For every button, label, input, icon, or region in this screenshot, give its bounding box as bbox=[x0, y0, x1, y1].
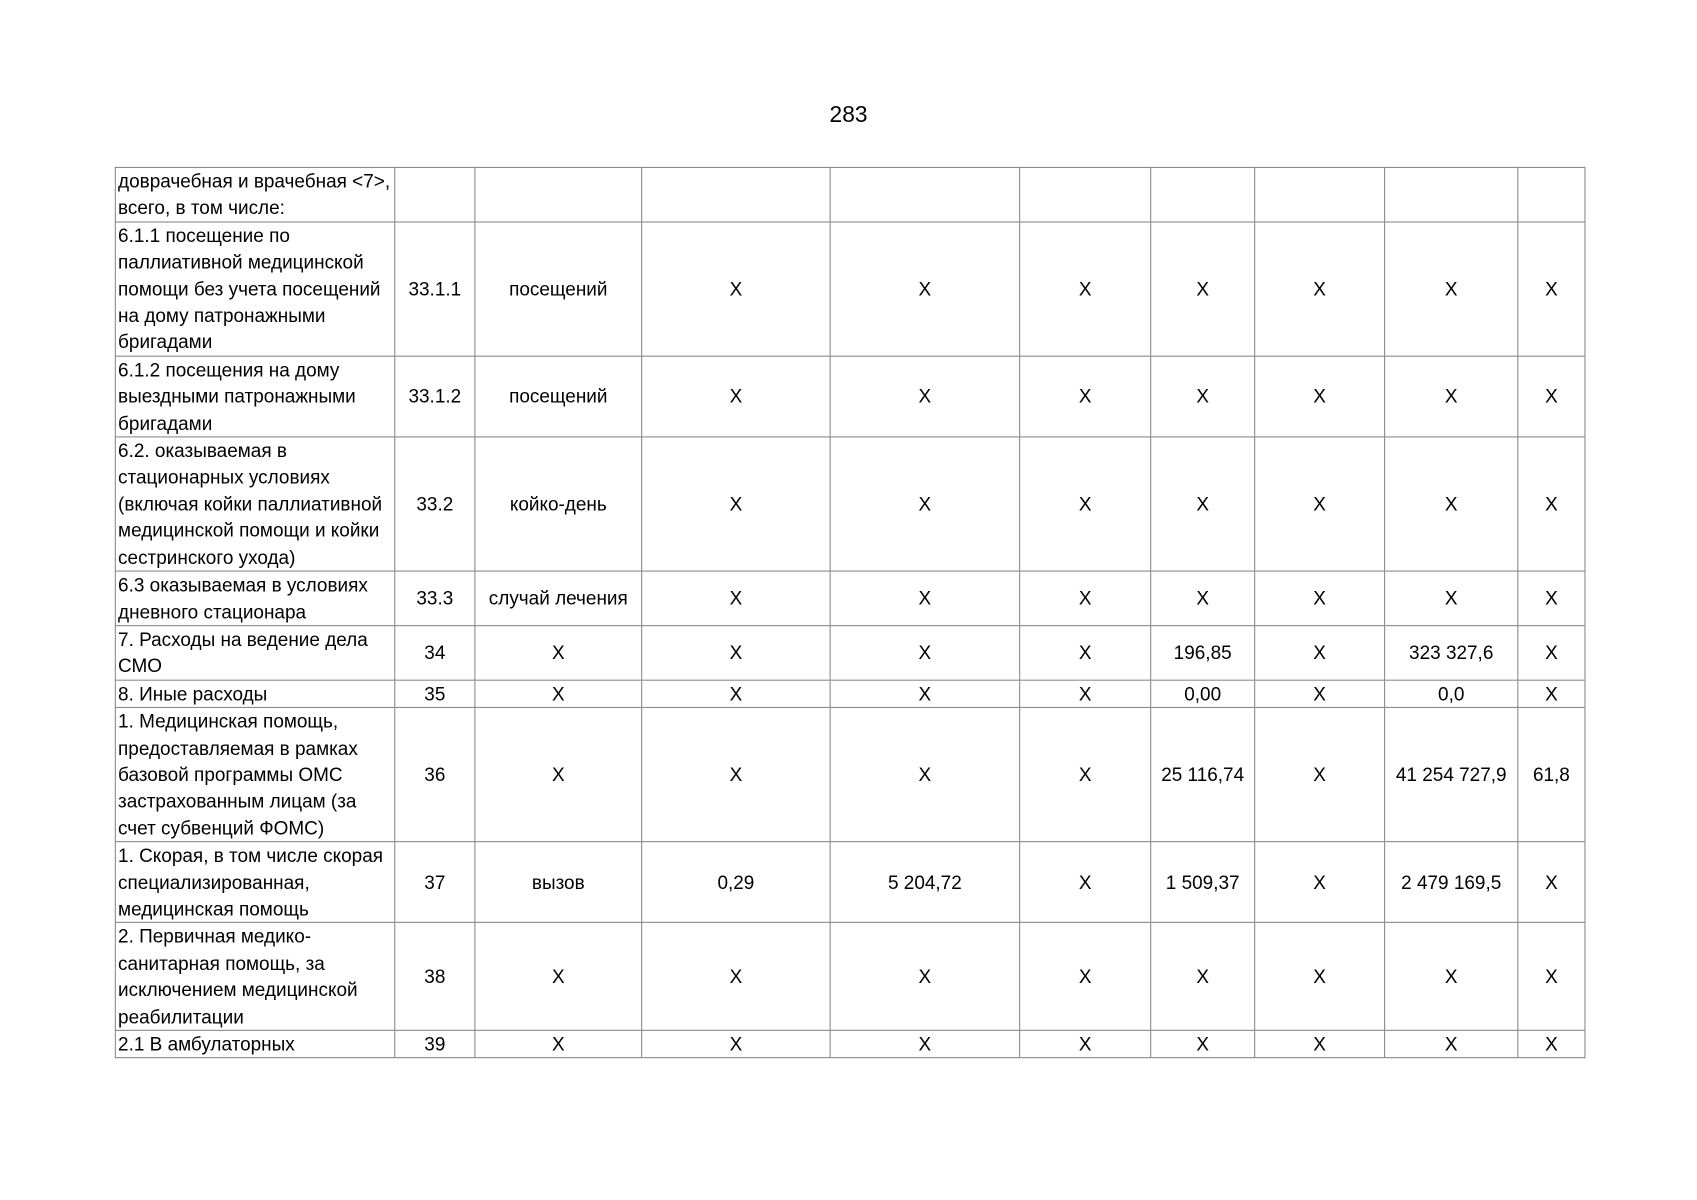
table-cell: X bbox=[1151, 222, 1255, 356]
table-cell: X bbox=[642, 571, 830, 625]
table-cell: X bbox=[1518, 571, 1585, 625]
table-cell: X bbox=[1151, 437, 1255, 571]
table-cell: 5 204,72 bbox=[830, 842, 1020, 923]
table-row bbox=[115, 437, 1585, 571]
table-cell: X bbox=[1020, 923, 1151, 1031]
table-cell: X bbox=[1255, 356, 1385, 437]
table-cell: X bbox=[642, 708, 830, 842]
table-row bbox=[115, 842, 1585, 923]
table-cell bbox=[1020, 167, 1151, 221]
table-cell: X bbox=[1255, 437, 1385, 571]
table-cell: X bbox=[1518, 437, 1585, 571]
row-name-cell: доврачебная и врачебная <7>, всего, в том числе: bbox=[115, 167, 394, 221]
table-cell: X bbox=[1518, 626, 1585, 680]
table-cell: X bbox=[1385, 1030, 1518, 1058]
table-cell: X bbox=[1255, 571, 1385, 625]
table-cell bbox=[1255, 167, 1385, 221]
table-cell: 0,0 bbox=[1385, 680, 1518, 708]
table-row bbox=[115, 222, 1585, 356]
table-cell: X bbox=[1255, 626, 1385, 680]
table-cell: 41 254 727,9 bbox=[1385, 708, 1518, 842]
table-cell: X bbox=[642, 626, 830, 680]
table-cell: X bbox=[1020, 626, 1151, 680]
table-cell: X bbox=[830, 222, 1020, 356]
table-cell: X bbox=[1255, 923, 1385, 1031]
row-name-cell: 8. Иные расходы bbox=[115, 680, 394, 708]
row-name-cell: 6.2. оказываемая в стационарных условиях (включая койки паллиативной медицинской помощи и койки сестринского ухода) bbox=[115, 437, 394, 571]
table-cell: 25 116,74 bbox=[1151, 708, 1255, 842]
table-cell: X bbox=[1020, 680, 1151, 708]
table-cell bbox=[642, 167, 830, 221]
table-cell: X bbox=[1151, 923, 1255, 1031]
table-cell: 39 bbox=[395, 1030, 475, 1058]
table-cell: X bbox=[1255, 708, 1385, 842]
table-cell: 37 bbox=[395, 842, 475, 923]
table-cell: 2 479 169,5 bbox=[1385, 842, 1518, 923]
table-cell: посещений bbox=[475, 356, 642, 437]
table-cell: 38 bbox=[395, 923, 475, 1031]
table-cell: X bbox=[830, 571, 1020, 625]
table-cell bbox=[395, 167, 475, 221]
row-name-cell: 2.1 В амбулаторных bbox=[115, 1030, 394, 1058]
table-cell: X bbox=[1518, 222, 1585, 356]
table-cell: X bbox=[642, 356, 830, 437]
table-cell: X bbox=[830, 437, 1020, 571]
table-cell: X bbox=[642, 437, 830, 571]
row-name-cell: 6.1.1 посещение по паллиативной медицинской помощи без учета посещений на дому патронажными бригадами bbox=[115, 222, 394, 356]
table-cell: X bbox=[1255, 1030, 1385, 1058]
table-cell: 34 bbox=[395, 626, 475, 680]
table-cell: 0,29 bbox=[642, 842, 830, 923]
table-cell: 0,00 bbox=[1151, 680, 1255, 708]
table-cell: X bbox=[830, 923, 1020, 1031]
table-cell: X bbox=[830, 708, 1020, 842]
table-cell: X bbox=[1020, 1030, 1151, 1058]
table-cell: X bbox=[642, 680, 830, 708]
table-cell: 33.3 bbox=[395, 571, 475, 625]
table-cell: посещений bbox=[475, 222, 642, 356]
table-row bbox=[115, 708, 1585, 842]
table-cell: X bbox=[1518, 680, 1585, 708]
table-cell: X bbox=[1385, 222, 1518, 356]
table-cell bbox=[1151, 167, 1255, 221]
table-row bbox=[115, 571, 1585, 625]
row-name-cell: 2. Первичная медико-санитарная помощь, за исключением медицинской реабилитации bbox=[115, 923, 394, 1031]
table-cell: X bbox=[642, 1030, 830, 1058]
table-row bbox=[115, 167, 1585, 221]
table-cell: X bbox=[1385, 356, 1518, 437]
table-cell: X bbox=[1385, 571, 1518, 625]
table-cell: 36 bbox=[395, 708, 475, 842]
table-cell: 33.1.1 bbox=[395, 222, 475, 356]
table-cell bbox=[830, 167, 1020, 221]
table-cell: X bbox=[1020, 571, 1151, 625]
table-cell: X bbox=[475, 923, 642, 1031]
table-cell: 33.2 bbox=[395, 437, 475, 571]
table-cell: X bbox=[1255, 680, 1385, 708]
table-cell: X bbox=[1518, 356, 1585, 437]
table-cell: 61,8 bbox=[1518, 708, 1585, 842]
table-cell: X bbox=[830, 680, 1020, 708]
table-cell: X bbox=[1255, 842, 1385, 923]
row-name-cell: 6.1.2 посещения на дому выездными патронажными бригадами bbox=[115, 356, 394, 437]
table-cell: X bbox=[1518, 1030, 1585, 1058]
table-cell bbox=[1518, 167, 1585, 221]
table-cell: X bbox=[642, 222, 830, 356]
table-row bbox=[115, 626, 1585, 680]
table-cell: X bbox=[475, 680, 642, 708]
table-cell: X bbox=[1255, 222, 1385, 356]
table-cell: X bbox=[1020, 708, 1151, 842]
table-cell: X bbox=[830, 626, 1020, 680]
row-name-cell: 6.3 оказываемая в условиях дневного стационара bbox=[115, 571, 394, 625]
table-cell: X bbox=[1385, 923, 1518, 1031]
table-cell: 35 bbox=[395, 680, 475, 708]
table-cell bbox=[475, 167, 642, 221]
table-cell: койко-день bbox=[475, 437, 642, 571]
table-cell: X bbox=[1020, 842, 1151, 923]
table-cell: X bbox=[642, 923, 830, 1031]
table-cell: 33.1.2 bbox=[395, 356, 475, 437]
table-cell bbox=[1385, 167, 1518, 221]
table-cell: X bbox=[475, 708, 642, 842]
table-row bbox=[115, 680, 1585, 708]
table-cell: случай лечения bbox=[475, 571, 642, 625]
row-name-cell: 1. Скорая, в том числе скорая специализированная, медицинская помощь bbox=[115, 842, 394, 923]
table-cell: X bbox=[1020, 437, 1151, 571]
table-cell: X bbox=[1020, 222, 1151, 356]
table-cell: X bbox=[1151, 356, 1255, 437]
table-cell: вызов bbox=[475, 842, 642, 923]
table-cell: X bbox=[475, 1030, 642, 1058]
table-cell: 1 509,37 bbox=[1151, 842, 1255, 923]
table-cell: X bbox=[1151, 1030, 1255, 1058]
table-row bbox=[115, 1030, 1585, 1058]
table-cell: X bbox=[1518, 842, 1585, 923]
data-table bbox=[115, 167, 1586, 1059]
table-cell: X bbox=[1385, 437, 1518, 571]
table-cell: X bbox=[830, 356, 1020, 437]
table-cell: 196,85 bbox=[1151, 626, 1255, 680]
table-cell: X bbox=[1020, 356, 1151, 437]
table-row bbox=[115, 356, 1585, 437]
table-cell: X bbox=[1151, 571, 1255, 625]
row-name-cell: 1. Медицинская помощь, предоставляемая в рамках базовой программы ОМС застрахованным лицам (за счет субвенций ФОМС) bbox=[115, 708, 394, 842]
table-row bbox=[115, 923, 1585, 1031]
table-cell: X bbox=[1518, 923, 1585, 1031]
table-cell: X bbox=[475, 626, 642, 680]
table-cell: X bbox=[830, 1030, 1020, 1058]
table-cell: 323 327,6 bbox=[1385, 626, 1518, 680]
row-name-cell: 7. Расходы на ведение дела СМО bbox=[115, 626, 394, 680]
page-number: 283 bbox=[829, 102, 868, 128]
